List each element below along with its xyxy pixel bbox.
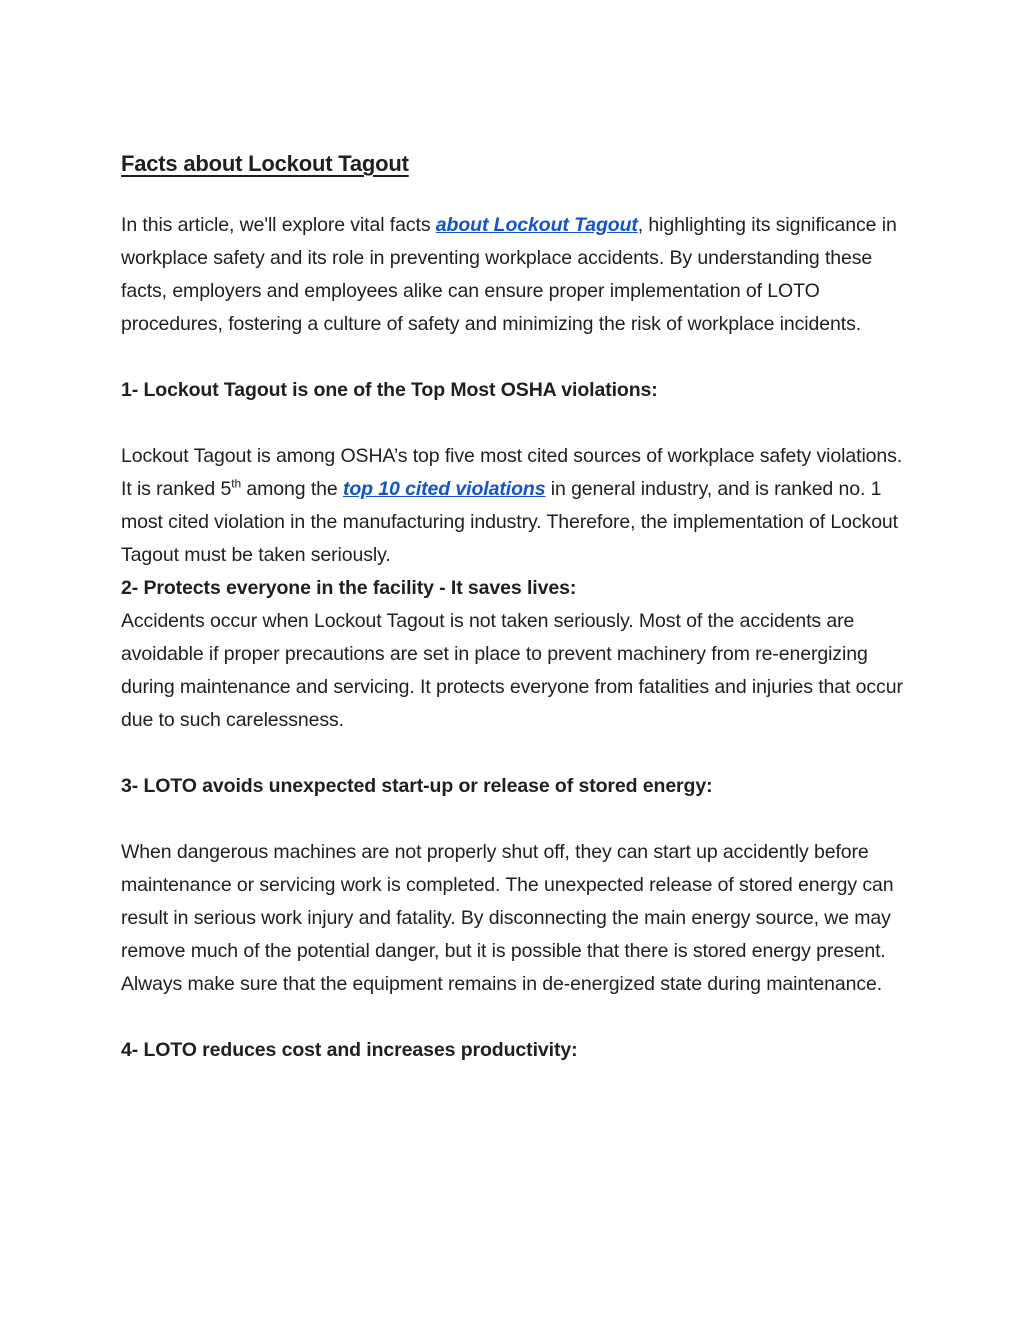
intro-text-before-link: In this article, we'll explore vital facts <box>121 214 436 236</box>
section-1-heading: 1- Lockout Tagout is one of the Top Most OSHA violations: <box>121 379 658 401</box>
section-1-text-part1: Lockout Tagout is among OSHA’s top five most cited sources of workplace safety violations. It is ranked 5 <box>121 445 903 500</box>
section-4-heading: 4- LOTO reduces cost and increases productivity: <box>121 1039 578 1061</box>
section-3-paragraph: When dangerous machines are not properly shut off, they can start up accidently before maintenance or servicing work is completed. The unexpected release of stored energy can result in serious work injury and fatality. By disconnecting the main energy source, we may remove much of the potential danger, but it is possible that there is stored energy present. <box>121 841 894 962</box>
section-1-text-part2: among the <box>241 478 343 500</box>
section-1-text-part3: in general industry, and is ranked no. 1 most cited violation in the manufacturing industry. Therefore, the implementation of Lockout Tagout must be taken seriously. <box>121 478 898 566</box>
intro-text-after-link: , highlighting its significance in workplace safety and its role in preventing workplace accidents. By understanding these facts, employers and employees alike can ensure proper implementation of LOTO procedures, fostering a culture of safety and minimizing the risk of workplace incidents. <box>121 214 897 335</box>
intro-paragraph <box>121 209 911 341</box>
section-2-heading: 2- Protects everyone in the facility - It saves lives: <box>121 577 577 599</box>
ordinal-superscript: th <box>231 476 242 491</box>
top-10-cited-violations-link[interactable]: top 10 cited violations <box>342 478 546 500</box>
page-title: Facts about Lockout Tagout <box>121 151 409 176</box>
section-3-heading: 3- LOTO avoids unexpected start-up or release of stored energy: <box>121 775 713 797</box>
section-2-paragraph: Accidents occur when Lockout Tagout is not taken seriously. Most of the accidents are avoidable if proper precautions are set in place to prevent machinery from re-energizing during maintenance and servicing. It protects everyone from fatalities and injuries that occur due to such carelessness. <box>121 610 903 731</box>
about-lockout-tagout-link[interactable]: about Lockout Tagout <box>435 214 638 236</box>
section-3-paragraph-2: Always make sure that the equipment remains in de-energized state during maintenance. <box>121 973 883 995</box>
document-page <box>121 148 911 1067</box>
section-1-paragraph <box>121 440 911 572</box>
